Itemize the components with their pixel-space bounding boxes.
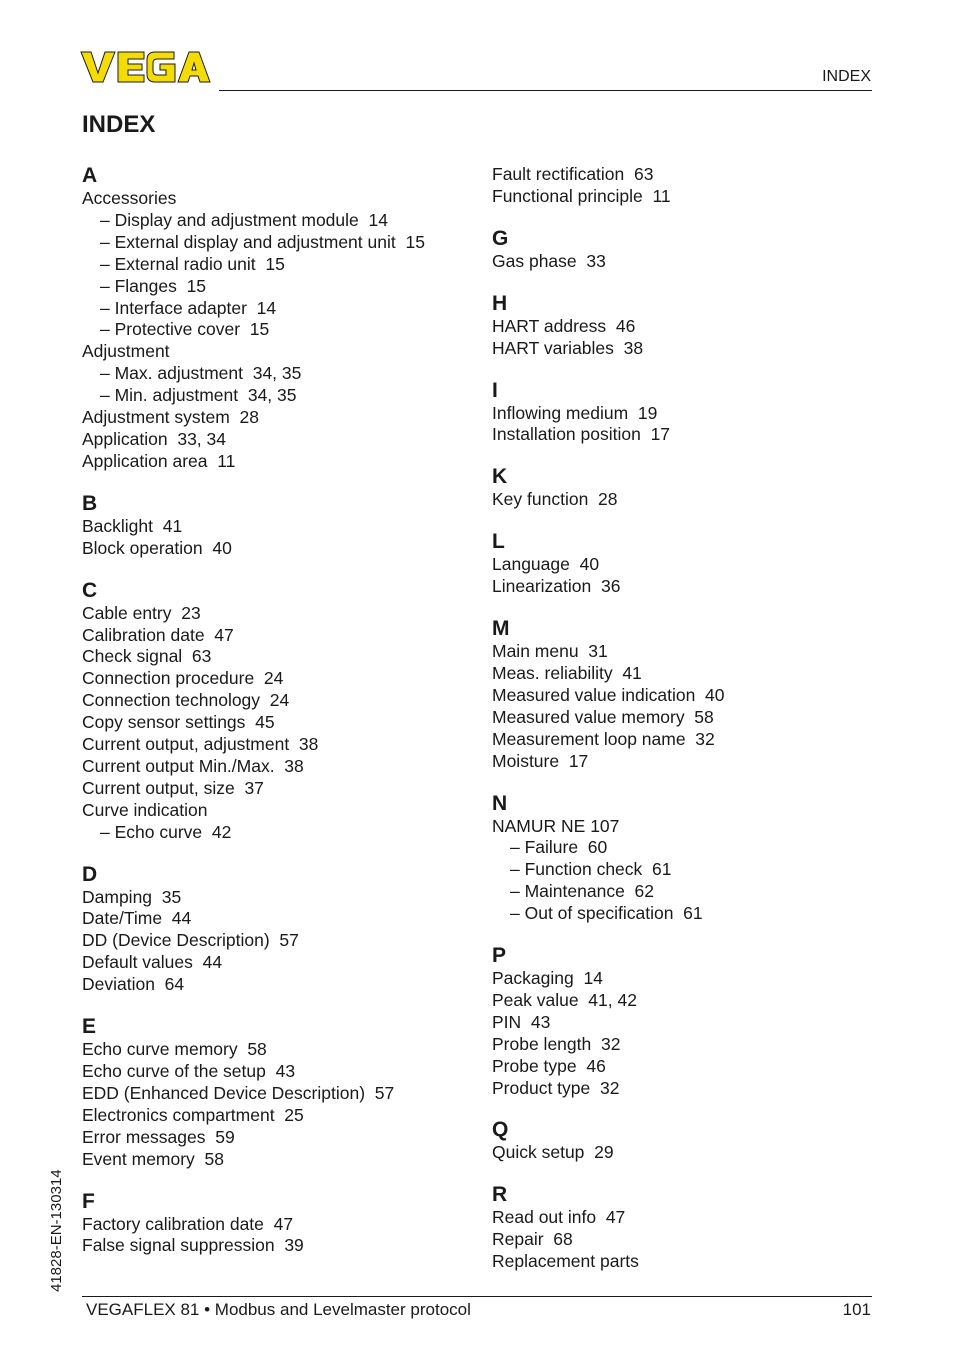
document-code: 41828-EN-130314	[48, 1169, 65, 1292]
index-entry: Echo curve of the setup 43	[82, 1061, 296, 1081]
index-letter-heading: E	[82, 1015, 97, 1039]
index-entry: Meas. reliability 41	[492, 662, 642, 683]
index-letter-heading: M	[492, 617, 510, 641]
index-subentry: – External display and adjustment unit 15	[100, 231, 425, 252]
index-entry: Installation position 17	[492, 424, 671, 445]
index-entry: Functional principle 11	[492, 185, 671, 206]
index-letter-heading: I	[492, 378, 498, 402]
index-entry: NAMUR NE 107	[492, 815, 620, 836]
index-subentry: – Display and adjustment module 14	[100, 209, 388, 230]
index-entry: Connection procedure 24	[82, 668, 284, 689]
index-subentry: – Flanges 15	[100, 275, 207, 296]
index-entry: Connection technology 24	[82, 690, 290, 711]
index-entry: Cable entry 23	[82, 602, 201, 623]
index-entry: DD (Device Description) 57	[82, 930, 299, 951]
index-subentry: – Failure 60	[510, 837, 608, 858]
index-letter-heading: B	[82, 491, 98, 515]
index-subentry: – Maintenance 62	[510, 881, 654, 902]
index-letter-heading: A	[82, 164, 98, 187]
header-section-title: INDEX	[822, 68, 871, 85]
index-entry: Accessories	[82, 188, 177, 208]
index-entry: HART variables 38	[492, 337, 644, 358]
index-entry: Calibration date 47	[82, 624, 234, 645]
index-entry: Deviation 64	[82, 974, 185, 995]
vega-logo	[80, 50, 212, 84]
index-entry: PIN 43	[492, 1011, 551, 1032]
index-subentry: – Max. adjustment 34, 35	[100, 363, 302, 384]
index-entry: Backlight 41	[82, 515, 183, 536]
index-letter-heading: C	[82, 578, 98, 602]
index-subentry: – Min. adjustment 34, 35	[100, 385, 297, 406]
footer-divider	[82, 1296, 872, 1297]
index-entry: Peak value 41, 42	[492, 989, 637, 1010]
index-entry: Adjustment system 28	[82, 407, 260, 428]
index-entry: Probe length 32	[492, 1033, 621, 1054]
page-number: 101	[842, 1300, 871, 1319]
index-entry: Electronics compartment 25	[82, 1104, 304, 1125]
index-entry: Fault rectification 63	[492, 164, 654, 184]
index-entry: Factory calibration date 47	[82, 1213, 294, 1234]
index-entry: Packaging 14	[492, 968, 603, 989]
index-entry: Read out info 47	[492, 1207, 626, 1228]
index-entry: Copy sensor settings 45	[82, 712, 275, 733]
index-entry: Measured value memory 58	[492, 706, 714, 727]
index-entry: Application 33, 34	[82, 428, 226, 449]
header-divider	[219, 90, 872, 91]
index-letter-heading: D	[82, 862, 98, 886]
index-letter-heading: K	[492, 465, 508, 489]
index-entry: Key function 28	[492, 489, 618, 510]
index-letter-heading: G	[492, 226, 509, 250]
index-subentry: – Function check 61	[510, 859, 672, 880]
index-entry: Gas phase 33	[492, 250, 606, 271]
index-entry: Probe type 46	[492, 1055, 606, 1076]
index-entry: Curve indication	[82, 799, 208, 820]
index-letter-heading: F	[82, 1189, 95, 1213]
index-letter-heading: L	[492, 530, 505, 554]
index-subentry: – Out of specification 61	[510, 903, 703, 924]
index-entry: Repair 68	[492, 1229, 573, 1250]
index-entry: EDD (Enhanced Device Description) 57	[82, 1082, 395, 1103]
index-entry: False signal suppression 39	[82, 1235, 304, 1256]
index-entry: Moisture 17	[492, 750, 589, 771]
index-subentry: – Echo curve 42	[100, 821, 232, 842]
index-subentry: – Interface adapter 14	[100, 297, 277, 318]
footer-product-title: VEGAFLEX 81 • Modbus and Levelmaster protocol	[86, 1300, 471, 1319]
index-entry: Event memory 58	[82, 1148, 224, 1169]
index-entry: Block operation 40	[82, 537, 232, 558]
index-entry: Current output, size 37	[82, 777, 264, 798]
index-entry: Error messages 59	[82, 1126, 235, 1147]
index-entry: Replacement parts	[492, 1251, 639, 1272]
index-entry: Default values 44	[82, 952, 223, 973]
index-entry: Measured value indication 40	[492, 684, 725, 705]
index-entry: Current output, adjustment 38	[82, 734, 319, 755]
index-entry: Quick setup 29	[492, 1142, 614, 1163]
index-column-right	[492, 164, 882, 1273]
index-entry: Damping 35	[82, 886, 182, 907]
index-entry: Measurement loop name 32	[492, 728, 715, 749]
index-entry: Main menu 31	[492, 641, 608, 662]
index-entry: Check signal 63	[82, 646, 212, 667]
index-subentry: – External radio unit 15	[100, 253, 285, 274]
index-subentry: – Protective cover 15	[100, 319, 270, 340]
index-letter-heading: Q	[492, 1118, 509, 1142]
index-entry: HART address 46	[492, 315, 636, 336]
index-letter-heading: R	[492, 1183, 508, 1207]
index-entry: Date/Time 44	[82, 908, 192, 929]
index-column-left	[82, 164, 472, 1257]
index-entry: Echo curve memory 58	[82, 1039, 267, 1060]
index-entry: Product type 32	[492, 1077, 620, 1098]
index-entry: Linearization 36	[492, 576, 621, 597]
index-letter-heading: P	[492, 944, 507, 968]
index-letter-heading: H	[492, 291, 508, 315]
index-entry: Application area 11	[82, 450, 236, 471]
page-title: INDEX	[82, 111, 156, 138]
index-entry: Current output Min./Max. 38	[82, 755, 304, 776]
index-entry: Inflowing medium 19	[492, 402, 658, 423]
index-letter-heading: N	[492, 791, 508, 815]
index-entry: Adjustment	[82, 341, 170, 362]
index-entry: Language 40	[492, 554, 600, 575]
